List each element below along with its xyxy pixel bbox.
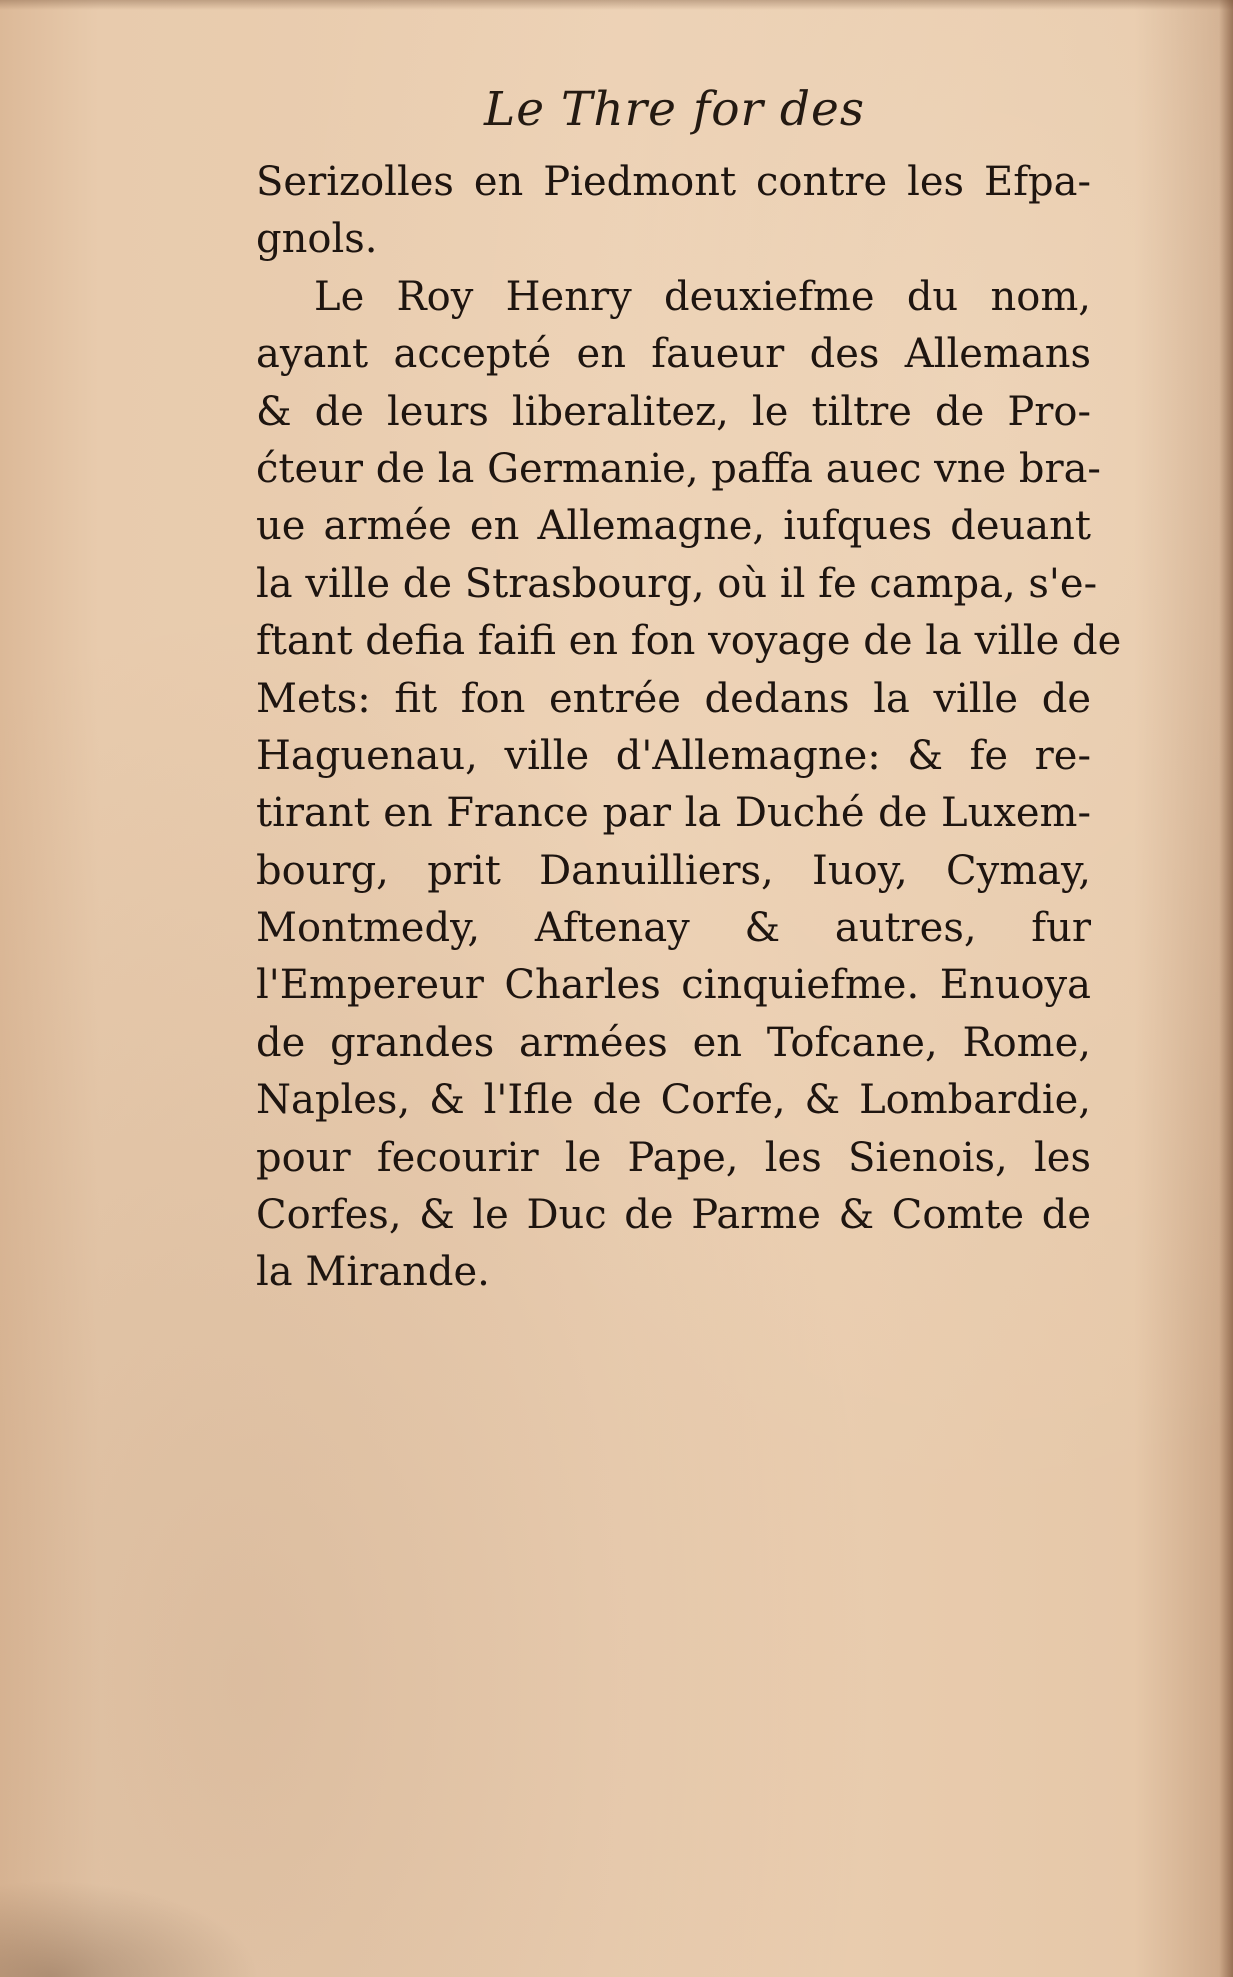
- text-line: Naples, & l'Ifle de Corfe, & Lombardie,: [256, 1077, 1091, 1124]
- page-top-shadow: [0, 0, 1233, 10]
- paper-stain: [0, 1880, 260, 1977]
- text-line: pour fecourir le Pape, les Sienois, les: [256, 1134, 1091, 1181]
- text-line: de grandes armées en Tofcane, Rome,: [256, 1019, 1091, 1066]
- running-head: [0, 82, 1233, 137]
- text-line: ćteur de la Germanie, paffa auec vne bra-: [256, 445, 1101, 492]
- text-line: Montmedy, Aftenay & autres, fur: [256, 905, 1091, 952]
- running-head-text: Le Thre for des: [484, 82, 865, 137]
- text-line: bourg, prit Danuilliers, Iuoy, Cymay,: [256, 847, 1091, 894]
- text-line: l'Empereur Charles cinquiefme. Enuoya: [256, 962, 1091, 1009]
- text-line: la Mirande.: [256, 1249, 490, 1296]
- body-text: [256, 154, 1122, 1302]
- page-edge-shadow: [1219, 0, 1233, 1977]
- text-line: Haguenau, ville d'Allemagne: & fe re-: [256, 732, 1091, 779]
- text-line: ayant accepté en faueur des Allemans: [256, 331, 1091, 378]
- text-line: Serizolles en Piedmont contre les Efpa-: [256, 159, 1091, 205]
- text-line: & de leurs liberalitez, le tiltre de Pro-: [256, 388, 1091, 435]
- text-line: ftant defia faifi en fon voyage de la ville de: [256, 618, 1122, 665]
- text-line: la ville de Strasbourg, où il fe campa, s'e-: [256, 560, 1098, 607]
- text-line: Corfes, & le Duc de Parme & Comte de: [256, 1192, 1091, 1239]
- text-line: tirant en France par la Duché de Luxem-: [256, 790, 1091, 837]
- text-line: Mets: fit fon entrée dedans la ville de: [256, 675, 1091, 722]
- text-line: gnols.: [256, 216, 378, 263]
- text-line: ue armée en Allemagne, iufques deuant: [256, 503, 1091, 550]
- text-line: Le Roy Henry deuxiefme du nom,: [314, 273, 1091, 320]
